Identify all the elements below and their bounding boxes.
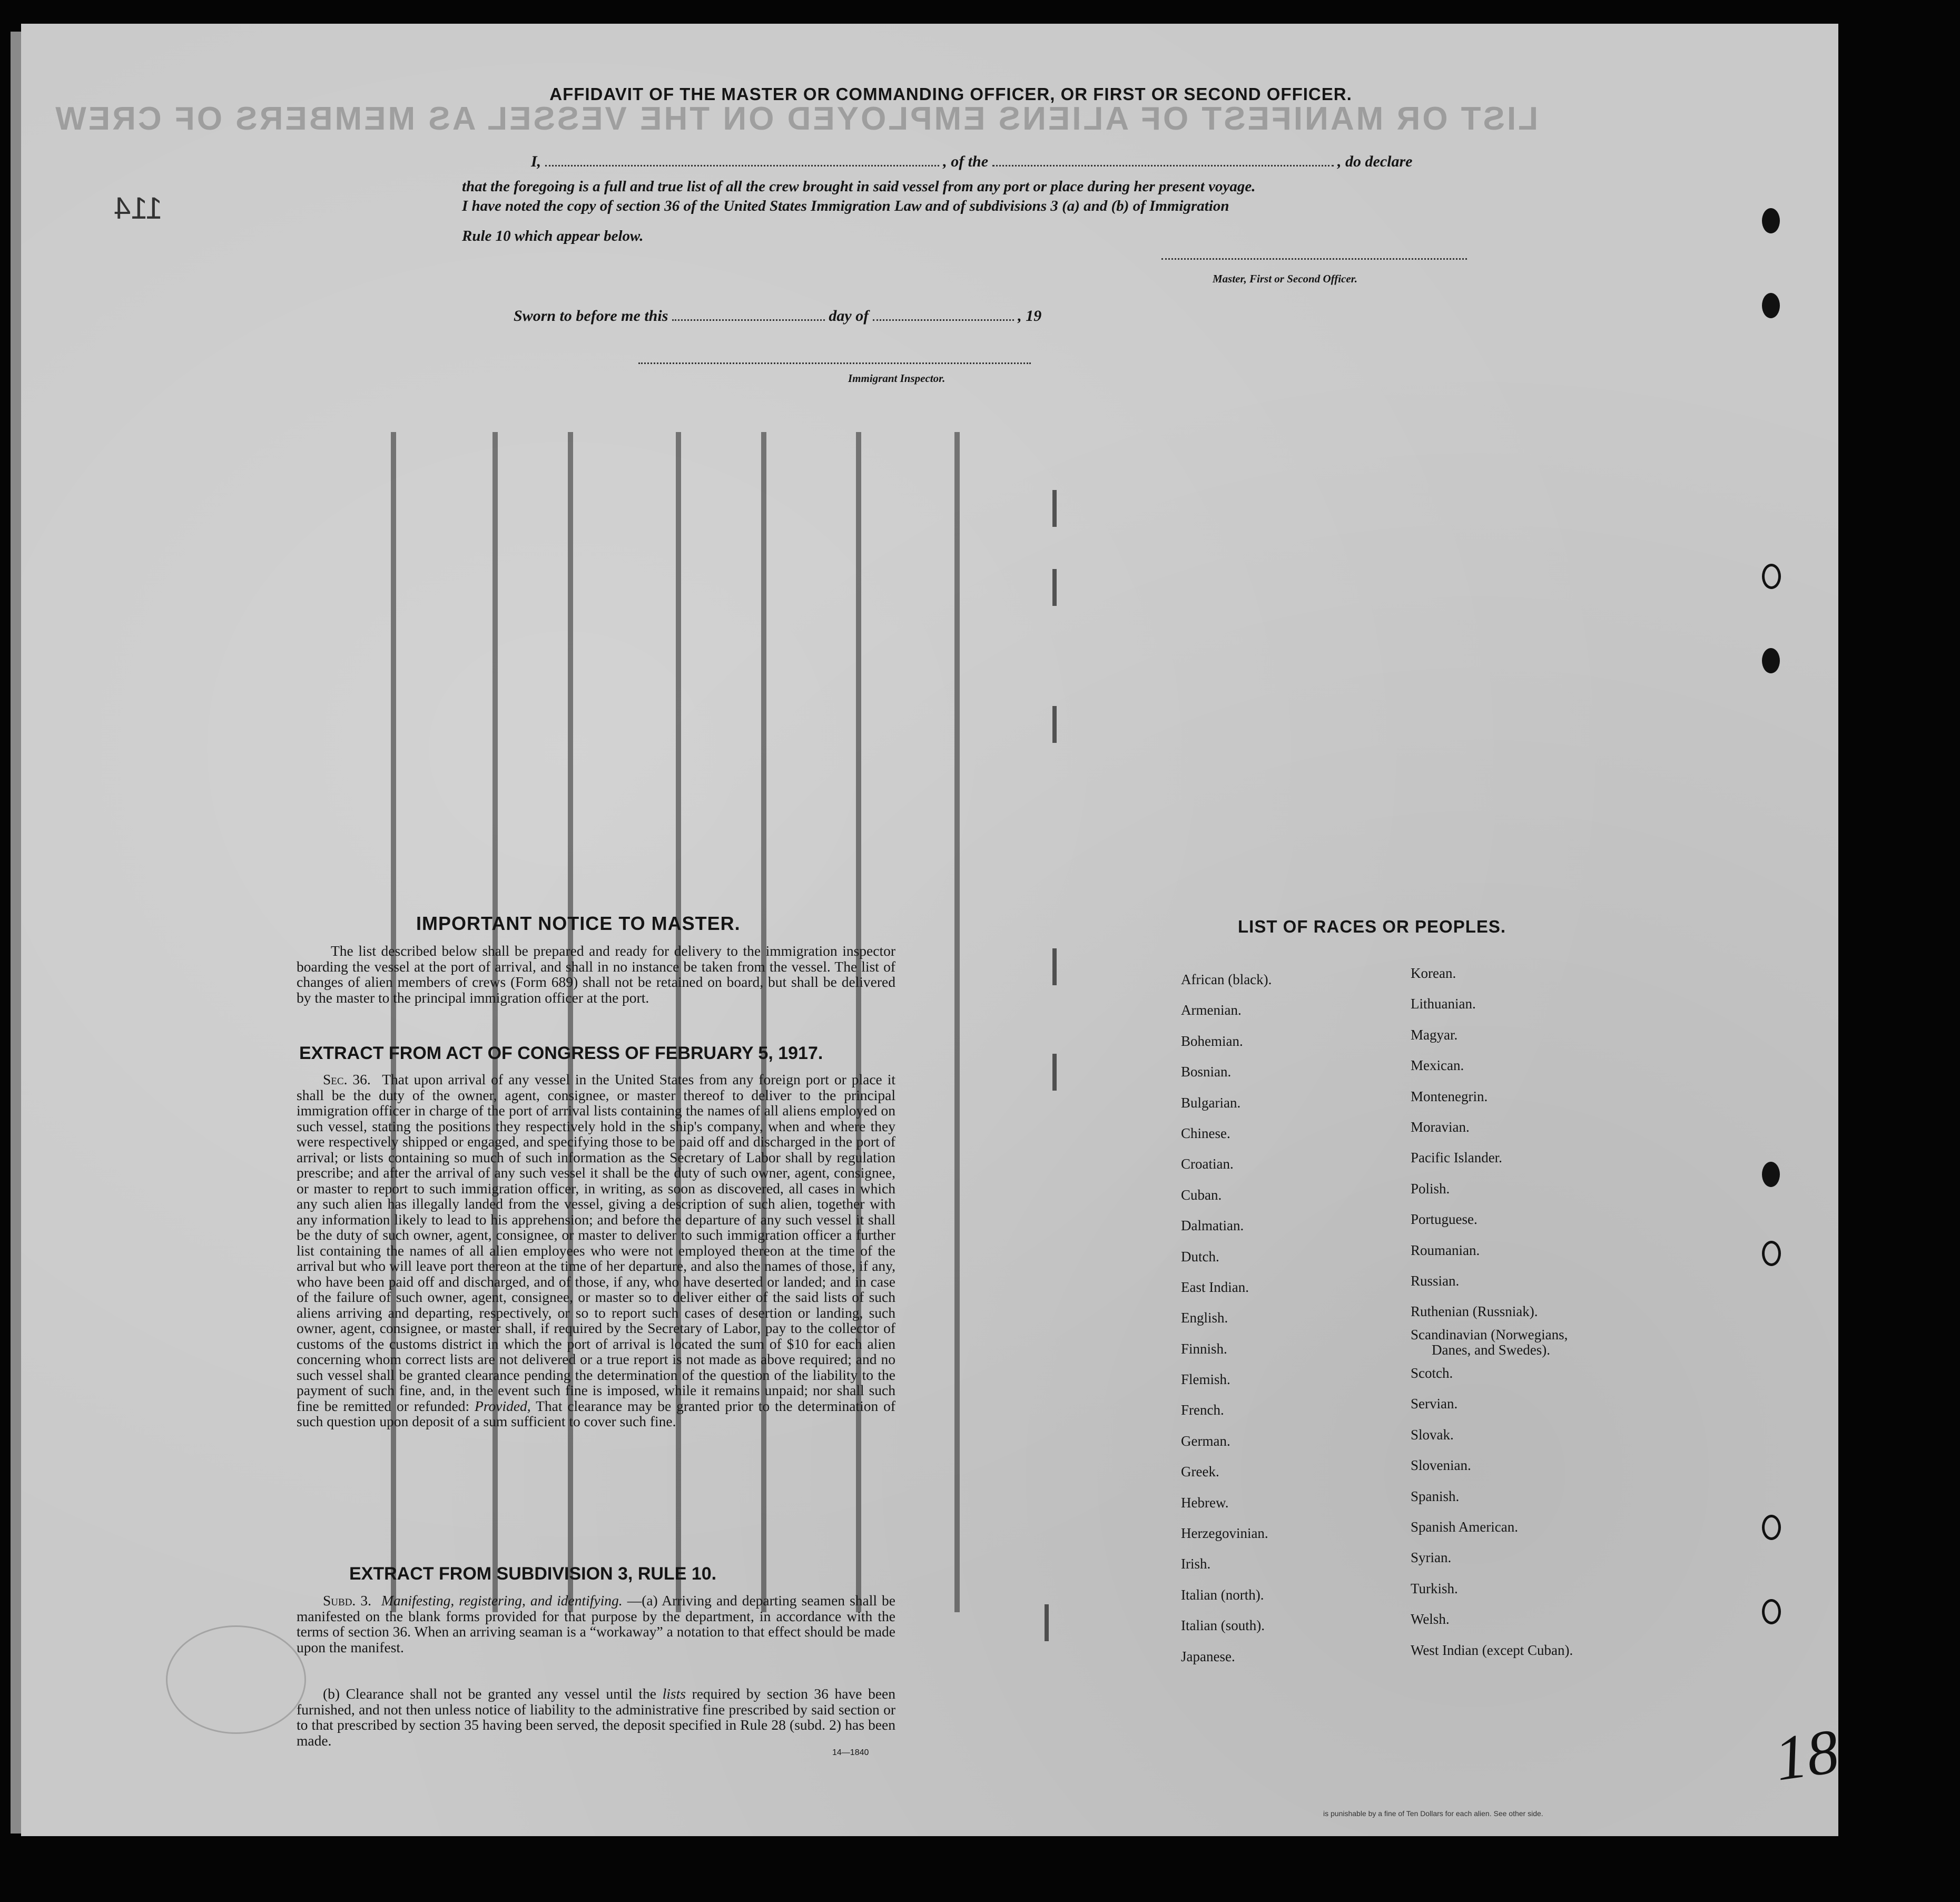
notice-text: The list described below shall be prepared and ready for delivery to the immigration inspector boarding the vessel at the port of arrival, and shall in no instance be taken from the vessel. The list of changes of alien members of crews (Form 689) shall not be retained on board, but shall be delivered by the master to the principal immigration officer at the port. [297, 943, 895, 1006]
race-item: Italian (south). [1181, 1617, 1265, 1634]
race-item: Hebrew. [1181, 1494, 1229, 1511]
punch-hole [1762, 1162, 1780, 1187]
race-item: Armenian. [1181, 1002, 1242, 1018]
race-item: Finnish. [1181, 1340, 1227, 1357]
race-item: German. [1181, 1433, 1230, 1449]
sworn-line [514, 307, 1041, 325]
race-item: Korean. [1411, 965, 1456, 981]
race-item: Slovenian. [1411, 1457, 1471, 1474]
race-item: Cuban. [1181, 1187, 1222, 1203]
races-left-column [1181, 964, 1272, 1672]
footnote: is punishable by a fine of Ten Dollars for each alien. See other side. [1323, 1809, 1543, 1818]
bleed-through-mark [1052, 490, 1057, 527]
rule-extract-heading: EXTRACT FROM SUBDIVISION 3, RULE 10. [349, 1564, 717, 1584]
signature-line[interactable] [1161, 258, 1467, 260]
bleed-through-column-rule [391, 432, 396, 1612]
vessel-name-field[interactable] [992, 165, 1334, 166]
notice-body [297, 943, 895, 1005]
bleed-through-column-rule [761, 432, 766, 1612]
punch-hole [1762, 1515, 1781, 1540]
race-item: Spanish. [1411, 1488, 1460, 1504]
year-prefix-label: , 19 [1018, 307, 1042, 325]
race-item: Montenegrin. [1411, 1088, 1488, 1104]
faint-stamp [166, 1625, 306, 1734]
race-item: Flemish. [1181, 1371, 1230, 1388]
race-item-line: Scandinavian (Norwegians, [1411, 1326, 1568, 1342]
race-item: Dalmatian. [1181, 1218, 1244, 1234]
race-item: Polish. [1411, 1180, 1450, 1197]
affidavit-line-4: Rule 10 which appear below. [462, 228, 644, 244]
race-item: Turkish. [1411, 1580, 1458, 1596]
handwritten-page-number: 18 [1770, 1715, 1843, 1794]
bleed-through-column-rule [954, 432, 960, 1612]
race-item: French. [1181, 1402, 1224, 1418]
race-item: Bohemian. [1181, 1033, 1243, 1049]
bleed-through-mark [1052, 706, 1057, 743]
bleed-through-column-rule [568, 432, 573, 1612]
sworn-day-field[interactable] [672, 319, 825, 321]
race-item: Roumanian. [1411, 1242, 1480, 1258]
bleed-through-title: LIST OR MANIFEST OF ALIENS EMPLOYED ON THE VESSEL AS MEMBERS OF CREW [53, 101, 1538, 137]
bleed-through-mark [1052, 1054, 1057, 1091]
punch-hole [1762, 208, 1780, 233]
punch-hole [1762, 648, 1780, 673]
bleed-through-column-rule [856, 432, 861, 1612]
act-extract-heading: EXTRACT FROM ACT OF CONGRESS OF FEBRUARY 5, 1917. [299, 1043, 823, 1063]
affidavit-of-the-label: , of the [943, 153, 989, 170]
race-item: East Indian. [1181, 1279, 1249, 1295]
bleed-through-column-rule [493, 432, 498, 1612]
punch-hole [1762, 1241, 1781, 1266]
subd-b-text: required by section 36 have been furnished, and not then unless notice of liability to the administrative fine prescribed by said section or to that prescribed by section 35 having been served, the deposit specified in Rule 28 (subd. 2) has been made. [297, 1685, 895, 1749]
race-item: Magyar. [1411, 1026, 1458, 1043]
inspector-signature-line[interactable] [638, 362, 1031, 364]
race-item: Portuguese. [1411, 1211, 1478, 1228]
notice-heading: IMPORTANT NOTICE TO MASTER. [416, 913, 741, 934]
inspector-label: Immigrant Inspector. [848, 372, 945, 385]
race-item: English. [1181, 1310, 1228, 1326]
race-item: Mexican. [1411, 1057, 1464, 1074]
race-item: African (black). [1181, 972, 1272, 987]
section-label: Sec. 36. [323, 1071, 371, 1087]
affidavit-line-2: that the foregoing is a full and true list of all the crew brought in said vessel from any port or place during her present voyage. [462, 178, 1256, 195]
race-item: Russian. [1411, 1272, 1460, 1289]
race-item: Syrian. [1411, 1550, 1452, 1566]
subd-title: Manifesting, registering, and identifying. [381, 1592, 623, 1609]
subd-label: Subd. 3. [323, 1592, 371, 1609]
officer-name-field[interactable] [545, 165, 939, 166]
provided-label: Provided, [475, 1397, 531, 1414]
bleed-through-column-rule [676, 432, 681, 1612]
subd-b-prefix: (b) Clearance shall not be granted any vessel until the [323, 1685, 656, 1702]
affidavit-declaration-line [531, 153, 1412, 171]
rule-subdivision-a [297, 1593, 895, 1655]
race-item: Croatian. [1181, 1156, 1234, 1172]
race-item: Lithuanian. [1411, 996, 1476, 1012]
race-item: Moravian. [1411, 1119, 1470, 1135]
races-heading: LIST OF RACES OR PEOPLES. [1238, 917, 1506, 936]
race-item: Slovak. [1411, 1426, 1454, 1443]
punch-hole [1762, 293, 1780, 318]
race-item-line: Danes, and Swedes). [1432, 1341, 1550, 1358]
race-item: Bosnian. [1181, 1064, 1232, 1080]
race-item: Scotch. [1411, 1365, 1453, 1381]
race-item: Greek. [1181, 1464, 1219, 1480]
section-36-text: That upon arrival of any vessel in the United States from any foreign port or place it shall be the duty of the owner, agent, consignee, or master thereof to deliver to the principal immigration officer in charge of the port of arrival lists containing the names of all aliens employed on such vessel, stating the positions they respectively hold in the ship's company, when and where they were respectively shipped or engaged, and specifying those to be paid off and discharged in the port of arrival; or lists containing so much of such information as the Secretary of Labor shall by regulation prescribe; and after the arrival of any such vessel it shall be the duty of such owner, agent, consignee, or master to report to such immigration officer, in writing, as soon as discovered, all cases in which any such alien has illegally landed from the vessel, giving a description of such alien, together with any information likely to lead to his apprehension; and before the departure of any such vessel it shall be the duty of such owner, agent, consignee, or master to deliver to such immigration officer a further list containing the names of all alien employees who were not employed thereon at the time of the arrival but who will leave port thereon at the time of her departure, and also the names of those, if any, who have been paid off and discharged, and of those, if any, who have deserted or landed; and in case of the failure of such owner, agent, consignee, or master so to deliver either of the said lists of such aliens arriving and departing, respectively, or so to report such cases of desertion or landing, such owner, agent, consignee, or master shall, if required by the Secretary of Labor, pay to the collector of customs of the customs district in which the port of arrival is located the sum of $10 for each alien concerning whom correct lists are not delivered or a true report is not made as above required; and no such vessel shall be granted clearance pending the determination of the question of the liability to the payment of such fine, and, in the event such fine is imposed, while it remains unpaid; nor shall such fine be remitted or refunded: [297, 1071, 895, 1414]
race-item: Herzegovinian. [1181, 1525, 1268, 1542]
sworn-label: Sworn to before me this [514, 307, 668, 325]
affidavit-do-declare-label: , do declare [1337, 153, 1413, 170]
act-section-36 [297, 1072, 895, 1429]
race-item: Bulgarian. [1181, 1094, 1241, 1111]
day-of-label: day of [829, 307, 869, 325]
rule-subdivision-b [297, 1686, 895, 1748]
race-item [1411, 1327, 1573, 1358]
affidavit-line-3: I have noted the copy of section 36 of the United States Immigration Law and of subdivisions 3 (a) and (b) of Immigration [462, 198, 1229, 214]
punch-hole [1762, 1599, 1781, 1624]
race-item: West Indian (except Cuban). [1411, 1642, 1573, 1658]
affidavit-i-label: I, [531, 153, 541, 170]
race-item: Ruthenian (Russniak). [1411, 1303, 1538, 1320]
subd-b-lists: lists [662, 1685, 686, 1702]
bleed-through-mark [1052, 569, 1057, 606]
bleed-through-mark [1045, 1604, 1049, 1641]
race-item: Dutch. [1181, 1248, 1219, 1264]
race-item: Welsh. [1411, 1611, 1450, 1628]
race-item: Spanish American. [1411, 1519, 1518, 1535]
subd-a-text: —(a) Arriving and departing seamen shall be manifested on the blank forms provided for that purpose by the department, in accordance with the terms of section 36. When an arriving seaman is a “workaway” a notation to that effect should be made upon the manifest. [297, 1592, 896, 1655]
race-item: Italian (north). [1181, 1586, 1264, 1603]
affidavit-title: AFFIDAVIT OF THE MASTER OR COMMANDING OFFICER, OR FIRST OR SECOND OFFICER. [549, 84, 1352, 104]
section-36-proviso: That clearance may be granted prior to the determination of such question upon deposit of a sum sufficient to cover such fine. [297, 1397, 895, 1429]
signature-label: Master, First or Second Officer. [1213, 272, 1357, 285]
form-number: 14—1840 [832, 1748, 869, 1757]
punch-hole [1762, 564, 1781, 589]
sworn-month-field[interactable] [873, 319, 1014, 321]
race-item: Servian. [1411, 1396, 1458, 1412]
bleed-through-mark [1052, 948, 1057, 985]
races-right-column [1411, 958, 1573, 1665]
race-item: Chinese. [1181, 1125, 1230, 1141]
margin-number: 114 [114, 191, 163, 226]
race-item: Irish. [1181, 1556, 1211, 1572]
race-item: Pacific Islander. [1411, 1150, 1502, 1166]
race-item: Japanese. [1181, 1648, 1235, 1664]
